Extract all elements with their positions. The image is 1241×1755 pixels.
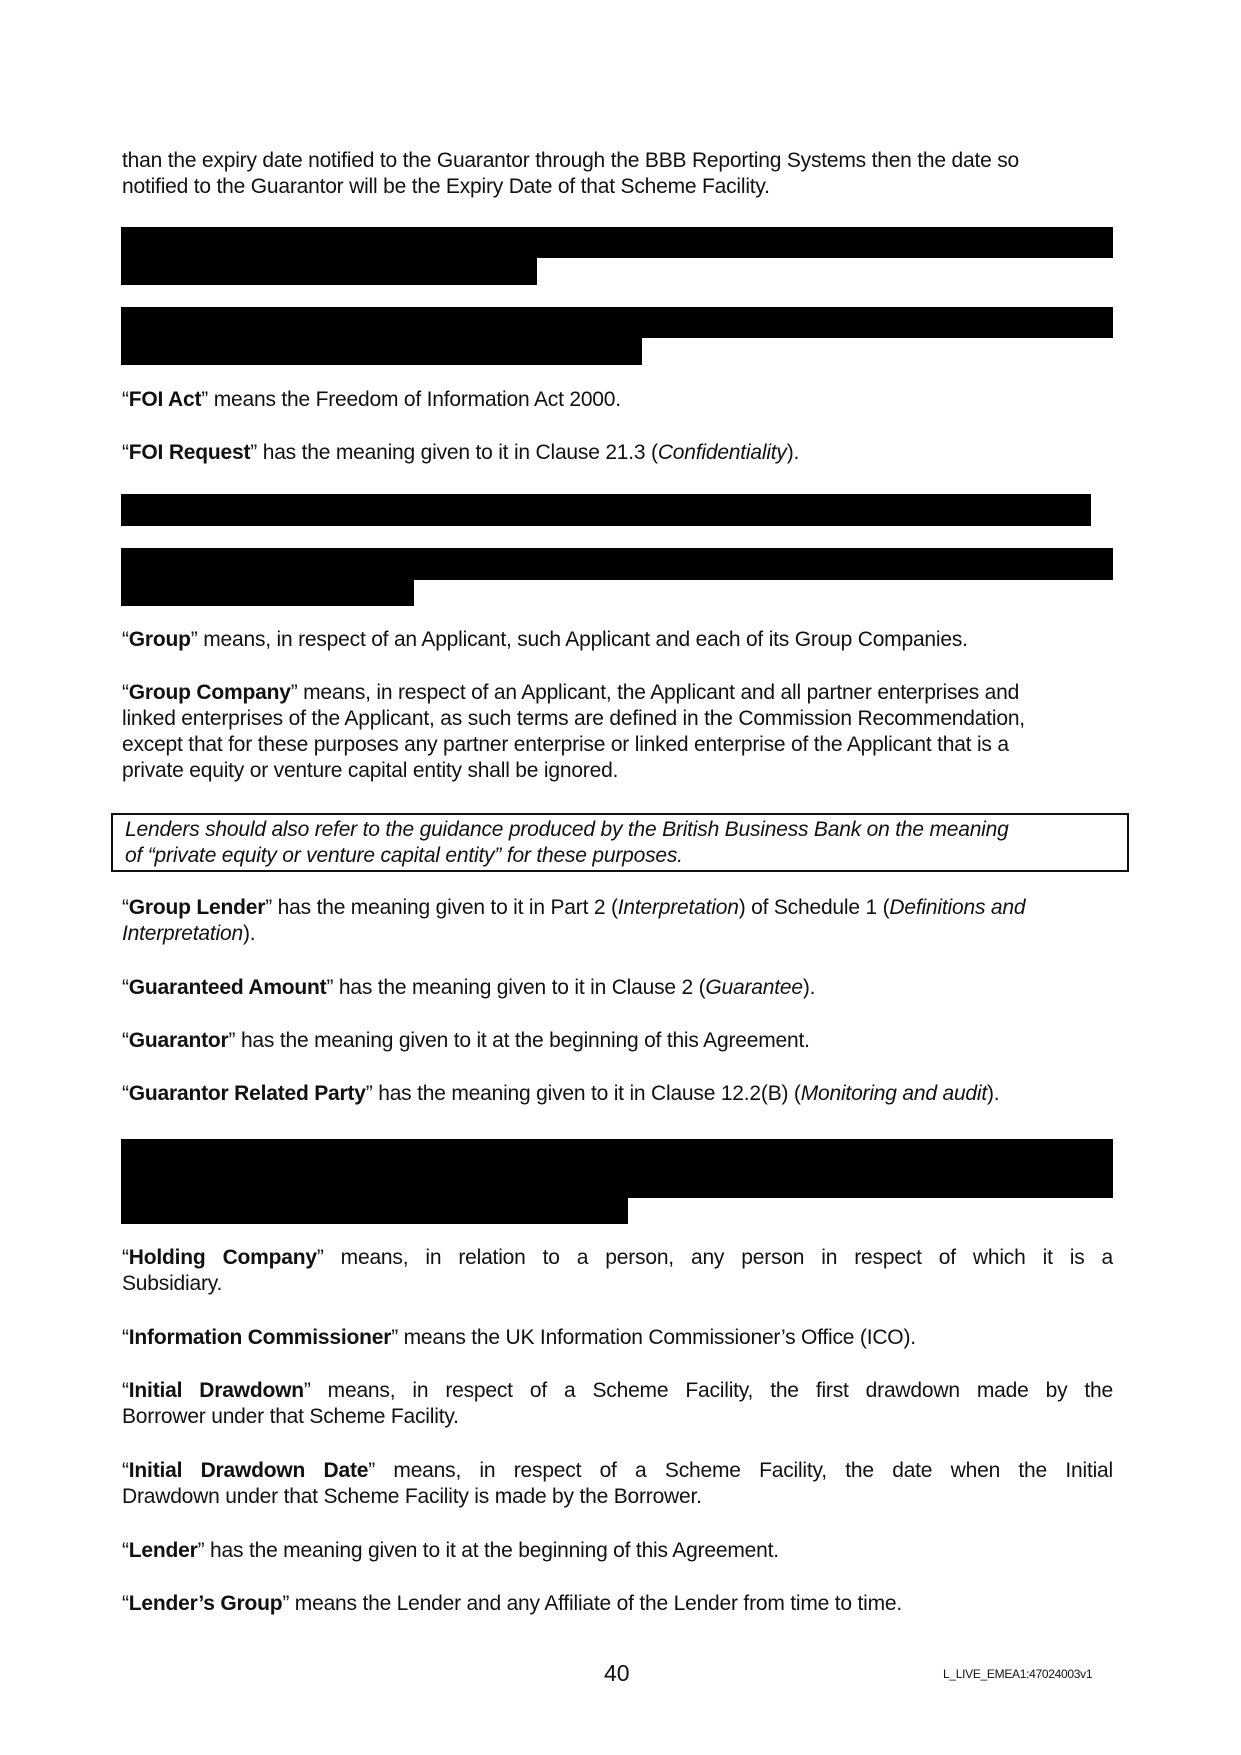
definition-lender: “Lender” has the meaning given to it at the beginning of this Agreement. — [122, 1539, 779, 1562]
defined-term: FOI Act — [128, 388, 202, 411]
definition-group-company: “Group Company” means, in respect of an Applicant, the Applicant and all partner enterprises and — [122, 681, 1020, 704]
definition-initial-drawdown-date: “Initial Drawdown Date” means, in respect of a Scheme Facility, the date when the Initial — [122, 1459, 1113, 1482]
definition-foi-act: “FOI Act” means the Freedom of Information Act 2000. — [122, 388, 621, 411]
defined-term: Guarantor Related Party — [128, 1082, 366, 1105]
redaction-block — [121, 548, 1113, 580]
redaction-block — [121, 227, 1113, 258]
guidance-note-line-1: Lenders should also refer to the guidance produced by the British Business Bank on the meaning — [125, 818, 1009, 841]
redaction-block — [121, 257, 537, 285]
redaction-block — [121, 337, 642, 365]
definition-guarantor: “Guarantor” has the meaning given to it at the beginning of this Agreement. — [122, 1029, 810, 1052]
definition-initial-drawdown-date-line-2: Drawdown under that Scheme Facility is made by the Borrower. — [122, 1485, 702, 1508]
intro-line-1: than the expiry date notified to the Guarantor through the BBB Reporting Systems then the date so — [122, 149, 1020, 172]
definition-foi-request: “FOI Request” has the meaning given to it in Clause 21.3 (Confidentiality). — [122, 441, 800, 464]
definition-guaranteed-amount: “Guaranteed Amount” has the meaning given to it in Clause 2 (Guarantee). — [122, 976, 816, 999]
defined-term: Initial Drawdown — [128, 1379, 304, 1402]
redaction-block — [121, 1197, 628, 1224]
defined-term: Information Commissioner — [128, 1326, 392, 1349]
defined-term: Initial Drawdown Date — [128, 1459, 369, 1482]
document-reference: L_LIVE_EMEA1:47024003v1 — [943, 1667, 1093, 1681]
redaction-block — [121, 494, 1091, 526]
defined-term: FOI Request — [128, 441, 251, 464]
redaction-block — [121, 579, 414, 606]
defined-term: Group Lender — [128, 896, 266, 919]
definition-guarantor-related-party: “Guarantor Related Party” has the meaning given to it in Clause 12.2(B) (Monitoring and audit). — [122, 1082, 1000, 1105]
definition-lenders-group: “Lender’s Group” means the Lender and any Affiliate of the Lender from time to time. — [122, 1592, 903, 1615]
guidance-note-box — [111, 813, 1129, 872]
definition-group-company-line-3: except that for these purposes any partner enterprise or linked enterprise of the Applicant that is a — [122, 733, 1009, 756]
definition-information-commissioner: “Information Commissioner” means the UK Information Commissioner’s Office (ICO). — [122, 1326, 916, 1349]
defined-term: Group — [128, 628, 191, 651]
definition-group-company-line-2: linked enterprises of the Applicant, as such terms are defined in the Commission Recommendation, — [122, 707, 1025, 730]
defined-term: Guarantor — [128, 1029, 229, 1052]
defined-term: Group Company — [128, 681, 291, 704]
definition-initial-drawdown-line-2: Borrower under that Scheme Facility. — [122, 1405, 459, 1428]
page-number: 40 — [604, 1660, 630, 1686]
definition-group-lender-line-2: Interpretation). — [122, 922, 256, 945]
definition-group: “Group” means, in respect of an Applicant, such Applicant and each of its Group Companies. — [122, 628, 968, 651]
redaction-block — [121, 307, 1113, 338]
defined-term: Lender — [128, 1539, 198, 1562]
definition-holding-company-line-2: Subsidiary. — [122, 1272, 223, 1295]
definition-holding-company: “Holding Company” means, in relation to a person, any person in respect of which it is a — [122, 1246, 1113, 1269]
guidance-note-line-2: of “private equity or venture capital entity” for these purposes. — [125, 844, 683, 867]
redaction-block — [121, 1139, 1113, 1198]
defined-term: Lender’s Group — [128, 1592, 283, 1615]
definition-initial-drawdown: “Initial Drawdown” means, in respect of a Scheme Facility, the first drawdown made by the — [122, 1379, 1113, 1402]
intro-line-2: notified to the Guarantor will be the Expiry Date of that Scheme Facility. — [122, 175, 770, 198]
definition-group-company-line-4: private equity or venture capital entity shall be ignored. — [122, 759, 619, 782]
defined-term: Guaranteed Amount — [128, 976, 327, 999]
defined-term: Holding Company — [128, 1246, 317, 1269]
definition-group-lender: “Group Lender” has the meaning given to it in Part 2 (Interpretation) of Schedule 1 (Definitions and — [122, 896, 1026, 919]
